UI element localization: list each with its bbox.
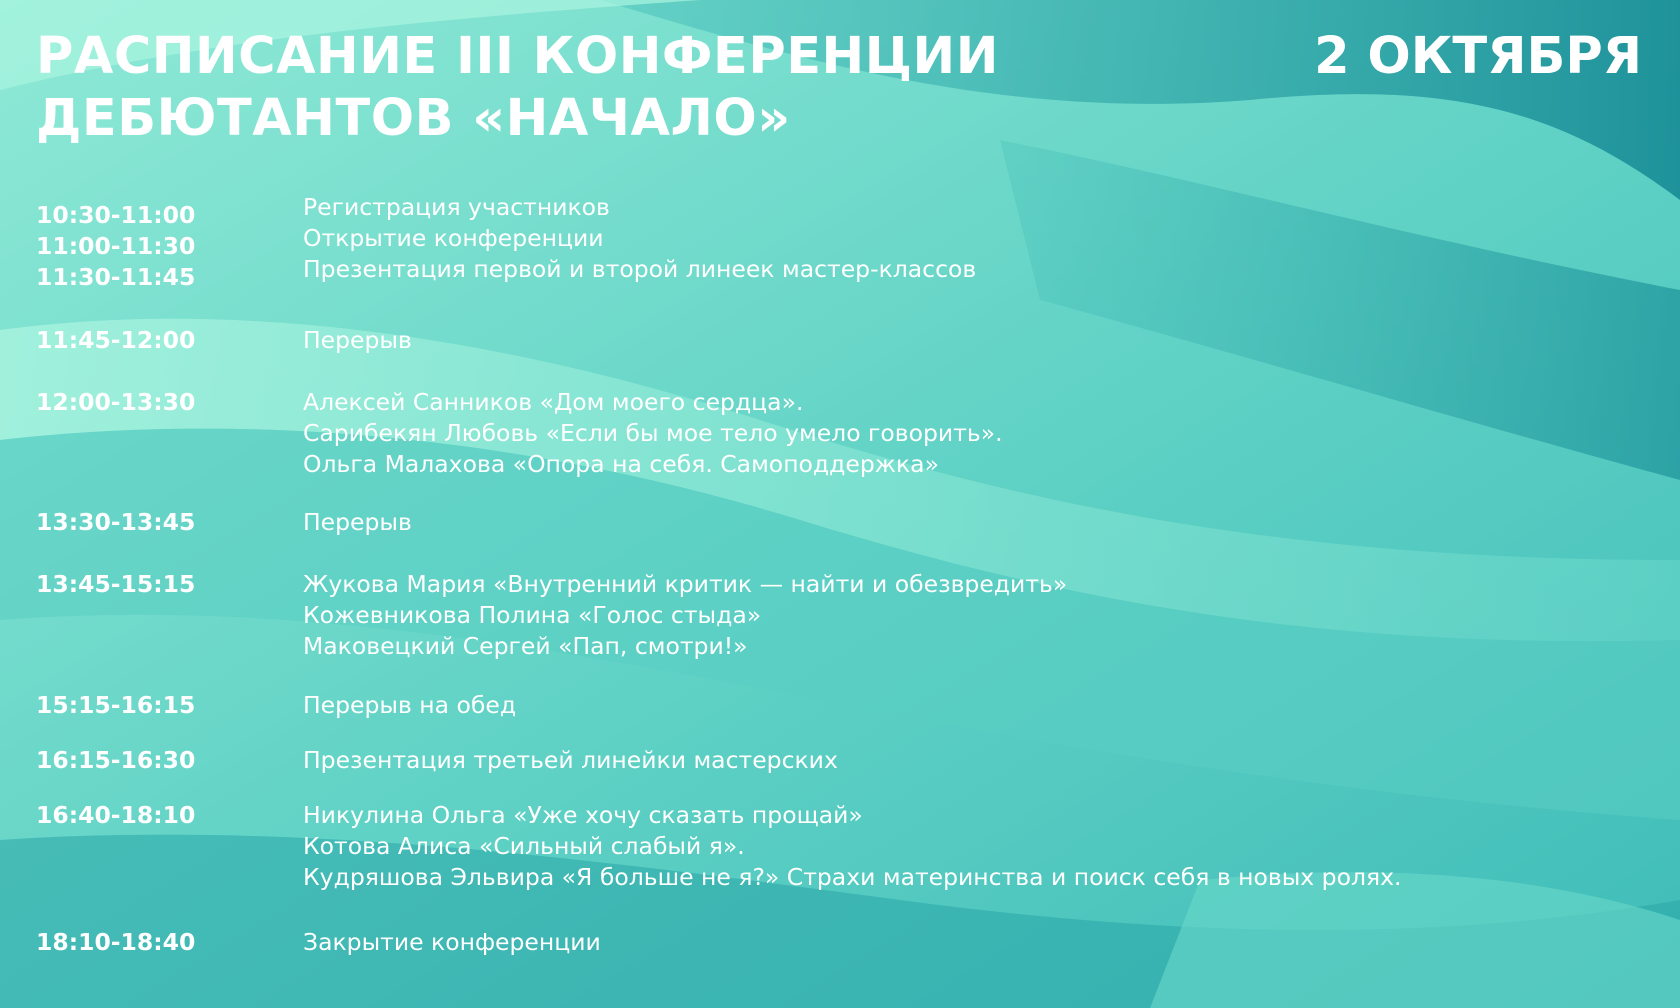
time-slot: 18:10-18:40 [36, 928, 196, 956]
schedule-item: Маковецкий Сергей «Пап, смотри!» [303, 632, 748, 660]
time-slot: 13:45-15:15 [36, 570, 196, 598]
schedule-item: Закрытие конференции [303, 928, 601, 956]
title-line-1: РАСПИСАНИЕ III КОНФЕРЕНЦИИ [36, 27, 999, 86]
schedule-item: Кудряшова Эльвира «Я больше не я?» Страхи материнства и поиск себя в новых ролях. [303, 863, 1402, 891]
schedule-item: Котова Алиса «Сильный слабый я». [303, 832, 745, 860]
time-slot: 16:15-16:30 [36, 746, 196, 774]
schedule-item: Никулина Ольга «Уже хочу сказать прощай» [303, 801, 863, 829]
schedule-item: Сарибекян Любовь «Если бы мое тело умело говорить». [303, 419, 1003, 447]
time-slot: 11:45-12:00 [36, 326, 196, 354]
time-slot: 13:30-13:45 [36, 508, 196, 536]
event-date: 2 ОКТЯБРЯ [1314, 27, 1642, 86]
time-slot: 11:30-11:45 [36, 263, 196, 291]
time-slot: 12:00-13:30 [36, 388, 196, 416]
schedule-item: Открытие конференции [303, 224, 604, 252]
schedule-item: Презентация первой и второй линеек мастер-классов [303, 255, 977, 283]
schedule-item: Ольга Малахова «Опора на себя. Самоподдержка» [303, 450, 939, 478]
time-slot: 11:00-11:30 [36, 232, 196, 260]
schedule-item: Регистрация участников [303, 193, 610, 221]
page-title [36, 26, 999, 150]
time-slot: 16:40-18:10 [36, 801, 196, 829]
schedule-item: Перерыв [303, 326, 412, 354]
schedule-item: Перерыв [303, 508, 412, 536]
schedule-item: Жукова Мария «Внутренний критик — найти и обезвредить» [303, 570, 1068, 598]
schedule-item: Перерыв на обед [303, 691, 517, 719]
time-slot: 10:30-11:00 [36, 201, 196, 229]
schedule-item: Презентация третьей линейки мастерских [303, 746, 838, 774]
schedule-item: Кожевникова Полина «Голос стыда» [303, 601, 762, 629]
time-slot: 15:15-16:15 [36, 691, 196, 719]
title-line-2: ДЕБЮТАНТОВ «НАЧАЛО» [36, 89, 791, 148]
schedule-item: Алексей Санников «Дом моего сердца». [303, 388, 804, 416]
